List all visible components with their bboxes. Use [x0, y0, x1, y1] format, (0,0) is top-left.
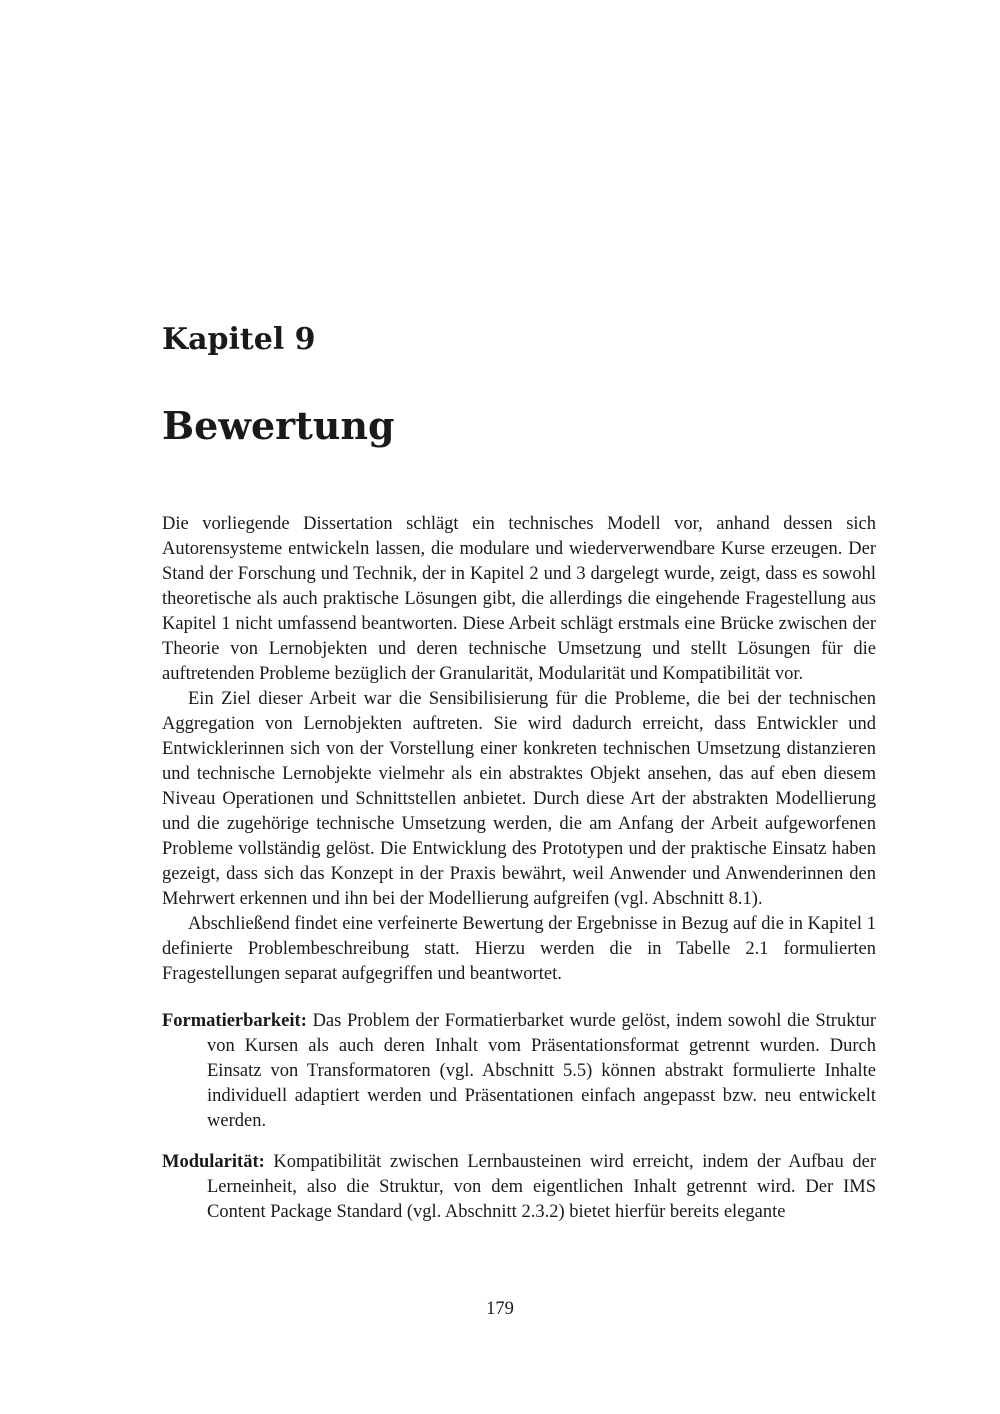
definition-term: Modularität: [162, 1152, 265, 1172]
definition-item-modularitaet [162, 1150, 876, 1225]
paragraph-goal: Ein Ziel dieser Arbeit war die Sensibilisierung für die Probleme, die bei der technischen Aggregation von Lernobjekten auftreten. Sie wird dadurch erreicht, dass Entwickler und Entwicklerinnen sich von der Vorstellung einer konkreten technischen Umsetzung distanzieren und technische Lernobjekte vielmehr als ein abstraktes Objekt ansehen, das auf eben diesem Niveau Operationen und Schnittstellen anbietet. Durch diese Art der abstrakten Modellierung und die zugehörige technische Umsetzung werden, die am Anfang der Arbeit aufgeworfenen Probleme vollständig gelöst. Die Entwicklung des Prototypen und der praktische Einsatz haben gezeigt, dass sich das Konzept in der Praxis bewährt, weil Anwender und Anwenderinnen den Mehrwert erkennen und ihn bei der Modellierung aufgreifen (vgl. Abschnitt 8.1). [162, 689, 876, 909]
definition-term: Formatierbarkeit: [162, 1011, 307, 1031]
chapter-label: Kapitel 9 [162, 322, 316, 357]
chapter-title: Bewertung [162, 403, 395, 448]
definition-text: Das Problem der Formatierbarket wurde gelöst, indem sowohl die Struktur von Kursen als auch deren Inhalt vom Präsentationsformat getrennt wurden. Durch Einsatz von Transformatoren (vgl. Abschnitt 5.5) können abstrakt formulierte Inhalte individuell adaptiert werden und Präsentationen einfach angepasst bzw. neu entwickelt werden. [207, 1011, 877, 1131]
definition-item-formatierbarkeit [162, 1009, 876, 1134]
paragraph-conclusion: Abschließend findet eine verfeinerte Bewertung der Ergebnisse in Bezug auf die in Kapitel 1 definierte Problembeschreibung statt. Hierzu werden die in Tabelle 2.1 formulierten Fragestellungen separat aufgegriffen und beantwortet. [162, 914, 876, 984]
definition-text: Kompatibilität zwischen Lernbausteinen wird erreicht, indem der Aufbau der Lerneinheit, also die Struktur, von dem eigentlichen Inhalt getrennt wird. Der IMS Content Package Standard (vgl. Abschnitt 2.3.2) bietet hierfür bereits elegante [207, 1152, 876, 1222]
page-number: 179 [486, 1299, 514, 1319]
paragraph-intro: Die vorliegende Dissertation schlägt ein technisches Modell vor, anhand dessen sich Autorensysteme entwickeln lassen, die modulare und wiederverwendbare Kurse erzeugen. Der Stand der Forschung und Technik, der in Kapitel 2 und 3 dargelegt wurde, zeigt, dass es sowohl theoretische als auch praktische Lösungen gibt, die allerdings die eingehende Fragestellung aus Kapitel 1 nicht umfassend beantworten. Diese Arbeit schlägt erstmals eine Brücke zwischen der Theorie von Lernobjekten und deren technische Umsetzung und stellt Lösungen für die auftretenden Probleme bezüglich der Granularität, Modularität und Kompatibilität vor. [162, 514, 876, 684]
body-text [162, 512, 876, 1225]
definition-list [162, 1009, 876, 1225]
